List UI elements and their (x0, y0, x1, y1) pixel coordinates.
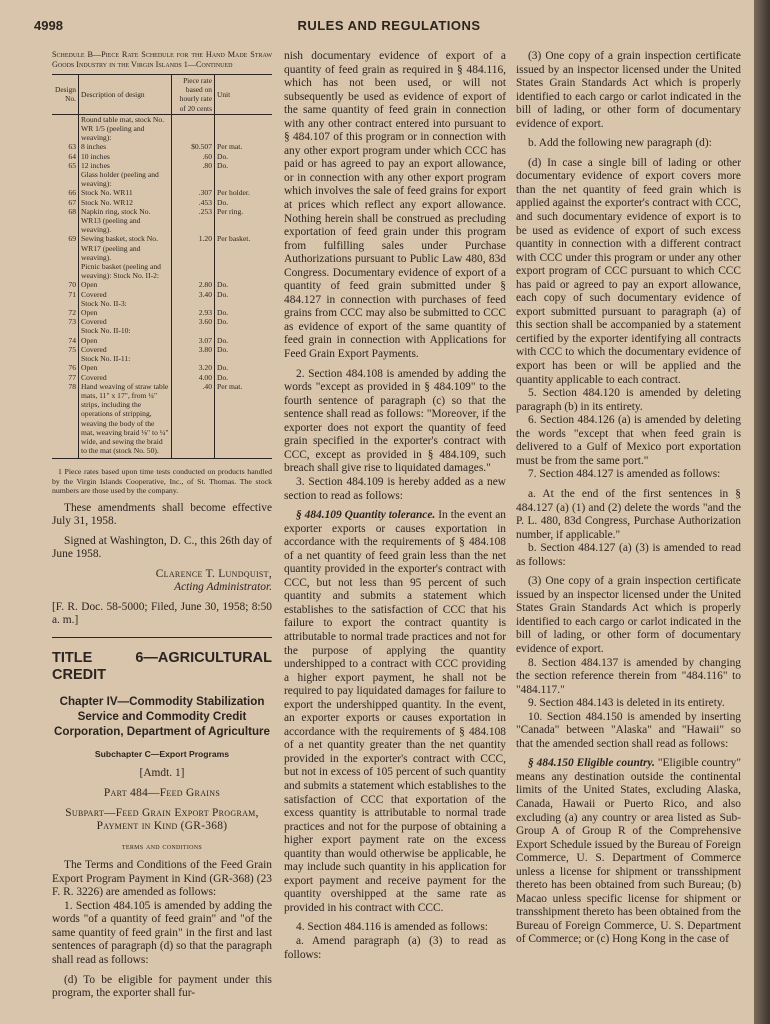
rate-cell: .40 (172, 382, 215, 459)
description-cell: Open (79, 308, 172, 317)
unit-cell (215, 326, 273, 335)
design-number-cell: 75 (68, 344, 76, 354)
table-header: Description of design (79, 75, 172, 115)
description-cell: Covered (79, 317, 172, 326)
rate-cell: .453 (172, 198, 215, 207)
description-cell: Covered (79, 373, 172, 382)
part-heading: Part 484—Feed Grains (103, 787, 221, 800)
unit-cell: Do. (215, 317, 273, 326)
paragraph: (d) To be eligible for payment under this program, the exporter shall fur- (52, 973, 272, 1000)
unit-cell (215, 354, 273, 363)
table-header: Design No. (52, 75, 79, 115)
description-cell: Open (79, 280, 172, 289)
design-number-cell: 78 (52, 382, 79, 459)
unit-cell: Do. (215, 198, 273, 207)
unit-cell: Do. (215, 363, 273, 372)
rate-cell: .307 (172, 188, 215, 197)
table-row (52, 382, 272, 459)
unit-cell: Do. (215, 290, 273, 299)
rate-cell: 2.93 (172, 308, 215, 317)
paragraph: a. At the end of the first sentences in § 484.127 (a) (1) and (2) delete the words "and the P. L. 480, 83d Congress, Purchase Authorization number, if applicable." (516, 487, 741, 541)
unit-cell: Do. (215, 280, 273, 289)
rate-cell (172, 354, 215, 363)
design-number-cell: 77 (68, 372, 76, 382)
table-row (52, 326, 272, 335)
section-paragraph (284, 509, 506, 915)
table-header: Piece rate based on hourly rate of 20 cents (172, 75, 215, 115)
rate-cell (172, 299, 215, 308)
column-1 (52, 50, 272, 1001)
rate-cell: 4.00 (172, 373, 215, 382)
section-heading: § 484.109 Quantity tolerance. (296, 509, 436, 522)
description-cell: Glass holder (peeling and weaving): (79, 170, 172, 188)
description-cell: Sewing basket, stock No. WR17 (peeling and weaving). (79, 234, 172, 262)
table-row (52, 373, 272, 382)
unit-cell: Per holder. (215, 188, 273, 197)
paragraph: b. Add the following new paragraph (d): (528, 137, 712, 150)
unit-cell (215, 299, 273, 308)
design-number-cell: 68 (68, 206, 76, 216)
table-row (52, 142, 272, 151)
signatory-name: Clarence T. Lundquist, (155, 567, 272, 580)
unit-cell: Do. (215, 152, 273, 161)
paragraph: (3) One copy of a grain inspection certificate issued by an inspector licensed under the United States Grain Standards Act which is properly identified to each cargo or carlot indicated in the bill of lading, or other form of documentary evidence of export. (516, 50, 741, 130)
design-number-cell: 69 (68, 234, 76, 244)
description-cell: Stock No. WR12 (79, 198, 172, 207)
paragraph: 1. Section 484.105 is amended by adding the words "of a quantity of feed grain" and "of the same quantity of feed grain" in the first and last sentences of paragraph (d) so that the paragraph shall read as follows: (52, 899, 272, 967)
unit-cell: Do. (215, 308, 273, 317)
table-row (52, 317, 272, 326)
unit-cell: Do. (215, 336, 273, 345)
table-body (52, 114, 272, 459)
rate-cell: 3.60 (172, 317, 215, 326)
design-number-cell: 72 (68, 308, 76, 318)
description-cell: Stock No. WR11 (79, 188, 172, 197)
design-number-cell: 76 (68, 363, 76, 373)
paragraph: 3. Section 484.109 is hereby added as a new section to read as follows: (284, 475, 506, 502)
paragraph: 5. Section 484.120 is amended by deleting paragraph (b) in its entirety. (516, 387, 741, 413)
description-cell: 10 inches (79, 152, 172, 161)
description-cell: Picnic basket (peeling and weaving): Stock No. II-2: (79, 262, 172, 280)
unit-cell (215, 114, 273, 142)
chapter-heading: Chapter IV—Commodity Stabilization Service and Commodity Credit Corporation, Department of Agriculture (54, 694, 270, 738)
schedule-title: Schedule B—Piece Rate Schedule for the Hand Made Straw Goods Industry in the Virgin Islands 1—Continued (52, 50, 272, 69)
description-cell: Open (79, 336, 172, 345)
design-number-cell: 73 (68, 317, 76, 327)
table-row (52, 336, 272, 345)
rate-cell: .60 (172, 152, 215, 161)
description-cell: Stock No. II-3: (79, 299, 172, 308)
section-heading: § 484.150 Eligible country. (528, 757, 655, 770)
unit-cell (215, 262, 273, 280)
design-number-cell: 74 (68, 335, 76, 345)
description-cell: Stock No. II-10: (79, 326, 172, 335)
table-row (52, 161, 272, 170)
column-2 (284, 50, 506, 962)
rate-cell: .253 (172, 207, 215, 235)
design-number-cell (52, 170, 79, 188)
description-cell: Round table mat, stock No. WR 1/5 (peeling and weaving): (79, 114, 172, 142)
rate-cell (172, 262, 215, 280)
design-number-cell (52, 299, 79, 308)
table-row (52, 290, 272, 299)
page-edge-shadow (754, 0, 770, 1024)
paragraph: nish documentary evidence of export of a quantity of feed grain as required in § 484.116, which has not been used, or will not subsequently be used as evidence of export of the same quantity of feed grain in connection with any other contract entered into pursuant to § 484.107 of this program or in connection with any other export program under which CCC has paid or has agreed to pay an export allowance, or in connection with any other export program which involves the sale of feed grains for export at prices which reflect any export allowance. Nothing herein shall be construed as precluding exportation of feed grain under this program from fulfilling sales under Purchase Authorizations pursuant to Public Law 480, 83d Congress. Documentary evidence of export of a quantity of feed grain submitted under § 484.127 in connection with purchases of feed grains from CCC may also be submitted to CCC as evidence of export of the same quantity of feed grain in connection with Applications for Feed Grain Export Payments. (284, 50, 506, 361)
table-row (52, 170, 272, 188)
table-header: Unit (215, 75, 273, 115)
design-number-cell (52, 354, 79, 363)
design-number-cell: 63 (68, 142, 76, 152)
description-cell: 8 inches (79, 142, 172, 151)
piece-rate-table (52, 74, 272, 459)
table-header-row (52, 75, 272, 115)
table-row (52, 207, 272, 235)
table-row (52, 363, 272, 372)
effective-date: These amendments shall become effective July 31, 1958. (52, 501, 272, 528)
unit-cell: Per basket. (215, 234, 273, 262)
unit-cell: Do. (215, 373, 273, 382)
unit-cell: Per mat. (215, 142, 273, 151)
unit-cell: Per mat. (215, 382, 273, 459)
table-row (52, 188, 272, 197)
paragraph: 6. Section 484.126 (a) is amended by deleting the words "except that when feed grain is delivered to a Gulf of Mexico port exportation must be from the same port." (516, 414, 741, 467)
table-row (52, 345, 272, 354)
description-cell: Stock No. II-11: (79, 354, 172, 363)
table-row (52, 198, 272, 207)
column-3 (516, 50, 741, 947)
paragraph: 10. Section 484.150 is amended by inserting "Canada" between "Alaska" and "Hawaii" so that the amended section shall read as follows: (516, 710, 741, 750)
table-row (52, 114, 272, 142)
description-cell: Open (79, 363, 172, 372)
amendment-number: [Amdt. 1] (139, 767, 185, 780)
description-cell: Napkin ring, stock No. WR13 (peeling and weaving). (79, 207, 172, 235)
paragraph: 2. Section 484.108 is amended by adding the words "except as provided in § 484.109" to the fourth sentence of paragraph (c) so that the sentence shall read as follows: "Moreover, if the exporter does not export the quantity of feed grain specified in the exporter's contract with CCC, except as provided in § 484.109, such breach shall give rise to liquidated damages." (284, 367, 506, 475)
paragraph: 7. Section 484.127 is amended as follows: (528, 468, 721, 481)
footnote: 1 Piece rates based upon time tests conducted on products handled by the Virgin Islands Cooperative, Inc., of St. Thomas. The stock numbers are those used by the company. (52, 467, 272, 496)
section-text: "Eligible country" means any destination outside the continental limits of the United States, excluding Alaska, Canada, Hawaii or Puerto Rico, and also excluding (a) any country or area listed as Sub-Group A of Group R of the Comprehensive Export Schedule issued by the Bureau of Foreign Commerce, U. S. Department of Commerce unless a license for shipment or transshipment thereto has been obtained from such Bureau; (b) Macao unless specific license for shipment or transshipment thereto has been obtained from the Bureau of Foreign Commerce, U. S. Department of Commerce; or (c) Hong Kong in the case of (516, 757, 741, 946)
paragraph: 9. Section 484.143 is deleted in its entirety. (528, 697, 725, 710)
rate-cell: 3.20 (172, 363, 215, 372)
rate-cell: .80 (172, 161, 215, 170)
table-row (52, 354, 272, 363)
fr-doc-citation: [F. R. Doc. 58-5000; Filed, June 30, 1958; 8:50 a. m.] (52, 600, 272, 627)
design-number-cell: 67 (68, 197, 76, 207)
unit-cell: Per ring. (215, 207, 273, 235)
design-number-cell: 64 (68, 151, 76, 161)
design-number-cell: 71 (68, 289, 76, 299)
design-number-cell (52, 326, 79, 335)
paragraph: (d) In case a single bill of lading or other documentary evidence of export covers more than the net quantity of feed grain which is applied against the exporter's contract with CCC, and such documentary evidence of export is to be used as evidence of export of such excess quantity in connection with a different contract with CCC under this program or under any other export program of CCC pursuant to which CCC has paid or agreed to pay an export allowance, each copy of such documentary evidence of export submitted pursuant to paragraph (a) of this section shall be accompanied by a statement certified by the exporter identifying all contracts with CCC to which the documentary evidence of export has been or will be applied and the quantity applicable to each contract. (516, 156, 741, 386)
design-number-cell (52, 262, 79, 280)
rate-cell: $0.507 (172, 142, 215, 151)
paragraph: The Terms and Conditions of the Feed Grain Export Program Payment in Kind (GR-368) (23 F. R. 3226) are amended as follows: (52, 859, 272, 899)
table-row (52, 299, 272, 308)
paragraph: a. Amend paragraph (a) (3) to read as follows: (284, 935, 506, 961)
design-number-cell: 66 (68, 188, 76, 198)
unit-cell (215, 170, 273, 188)
running-head: RULES AND REGULATIONS (297, 18, 481, 33)
section-paragraph (516, 757, 741, 947)
section-text: In the event an exporter exports or causes exportation in accordance with the requirements of § 484.108 of a net quantity of feed grain less than the net quantity provided in the exporter's contract with CCC, but not less than 95 percent of such quantity and submits a statement which establishes to the satisfaction of CCC that his failure to export the contract quantity is attributable to normal trade practices and not for the purpose of applying the quantity undershipped to a contract with CCC providing a higher export payment, he shall not be required to pay liquidated damages for failure to export the undershipped quantity. In the event, an exporter exports or causes exportation in accordance with the requirements of § 484.108 of a net quantity greater than the net quantity provided in the exporter's contract with CCC, but not in excess of 105 percent of such quantity and submits a statement which establishes to the satisfaction of CCC that exportation of the excess quantity is attributable to normal trade practices and not for the purpose of obtaining a higher export payment rate on the excess quantity than would otherwise be applicable, he may include such quantity in his application for export payment and receive payment for the quantity overshipped at the same rate as provided in his contract with CCC. (284, 509, 506, 914)
terms-heading: terms and conditions (121, 840, 203, 851)
page-header (34, 18, 744, 38)
rate-cell: 1.20 (172, 234, 215, 262)
table-row (52, 234, 272, 262)
rate-cell (172, 114, 215, 142)
divider (52, 637, 272, 638)
subpart-heading: Subpart—Feed Grain Export Program, Payment in Kind (GR-368) (65, 806, 259, 833)
paragraph: 8. Section 484.137 is amended by changing the section reference therein from "484.116" to "484.117." (516, 656, 741, 696)
design-number-cell (52, 114, 79, 142)
title-heading: TITLE 6—AGRICULTURAL CREDIT (52, 649, 272, 683)
table-row (52, 262, 272, 280)
paragraph: b. Section 484.127 (a) (3) is amended to read as follows: (516, 542, 741, 568)
rate-cell: 2.80 (172, 280, 215, 289)
subchapter-heading: Subchapter C—Export Programs (94, 748, 230, 759)
description-cell: 12 inches (79, 161, 172, 170)
rate-cell: 3.80 (172, 345, 215, 354)
table-row (52, 308, 272, 317)
paragraph: 4. Section 484.116 is amended as follows: (296, 921, 488, 934)
design-number-cell: 65 (68, 160, 76, 170)
table-row (52, 152, 272, 161)
design-number-cell: 70 (68, 280, 76, 290)
unit-cell: Do. (215, 345, 273, 354)
description-cell: Hand weaving of straw table mats, 11" x 17", from ¼" strips, including the operations of stripping, weaving the body of the mat, weaving braid ⅛" to ¼" wide, and sewing the braid to the mat (stock No. 50). (79, 382, 172, 459)
signed-statement: Signed at Washington, D. C., this 26th day of June 1958. (52, 534, 272, 561)
signatory-title: Acting Administrator. (174, 581, 272, 594)
description-cell: Covered (79, 290, 172, 299)
rate-cell: 3.07 (172, 336, 215, 345)
rate-cell (172, 326, 215, 335)
table-row (52, 280, 272, 289)
unit-cell: Do. (215, 161, 273, 170)
description-cell: Covered (79, 345, 172, 354)
rate-cell (172, 170, 215, 188)
rate-cell: 3.40 (172, 290, 215, 299)
page-number: 4998 (34, 18, 63, 33)
paragraph: (3) One copy of a grain inspection certificate issued by an inspector licensed under the United States Grain Standards Act which is properly identified to each cargo or carlot indicated in the bill of lading, or other form of documentary evidence of export. (516, 575, 741, 655)
